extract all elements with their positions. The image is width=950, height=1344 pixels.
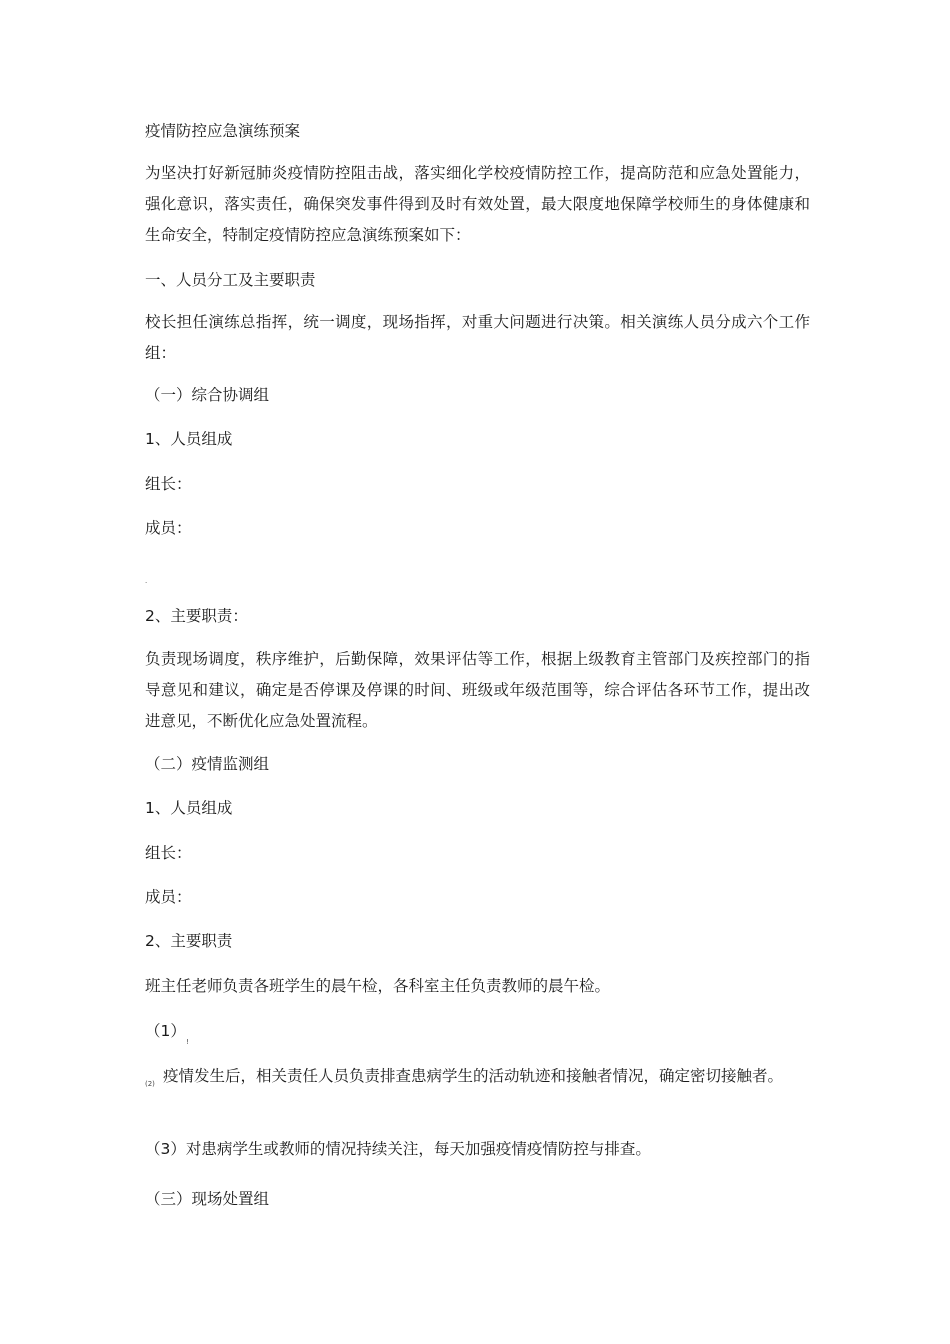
group2-item2-paragraph: 疫情发生后，相关责任人员负责排查患病学生的活动轨迹和接触者情况，确定密切接触者。 [163,1067,784,1085]
group2-item3: （3）对患病学生或教师的情况持续关注，每天加强疫情疫情防控与排查。 [145,1140,651,1158]
group2-heading: （二）疫情监测组 [145,755,270,773]
item2-marker: (2) [145,1080,155,1088]
group2-duties-text: 班主任老师负责各班学生的晨午检，各科室主任负责教师的晨午检。 [145,977,611,995]
document-title: 疫情防控应急演练预案 [145,122,301,140]
group2-duties-heading: 2、主要职责 [145,932,233,950]
group3-heading: （三）现场处置组 [145,1190,270,1208]
group1-members-heading: 1、人员组成 [145,430,233,448]
intro-paragraph: 为坚决打好新冠肺炎疫情防控阻击战，落实细化学校疫情防控工作，提高防范和应急处置能力，强化意识，落实责任，确保突发事件得到及时有效处置，最大限度地保障学校师生的身体健康和生命安全，特制定疫情防控应急演练预案如下： [145,164,810,244]
group2-members-heading: 1、人员组成 [145,799,233,817]
group1-heading: （一）综合协调组 [145,386,270,404]
stray-mark: . [145,577,148,585]
group1-duties-heading: 2、主要职责： [145,607,248,625]
group2-members-label: 成员： [145,888,192,906]
group1-leader-label: 组长： [145,475,192,493]
section1-heading: 一、人员分工及主要职责 [145,271,316,289]
section1-paragraph: 校长担任演练总指挥，统一调度，现场指挥，对重大问题进行决策。相关演练人员分成六个工作组： [145,313,810,362]
item1-mark: ! [186,1038,189,1046]
group2-leader-label: 组长： [145,844,192,862]
group2-item1: （1） [145,1022,186,1040]
group1-members-label: 成员： [145,519,192,537]
group1-duties-paragraph: 负责现场调度，秩序维护，后勤保障，效果评估等工作，根据上级教育主管部门及疾控部门的指导意见和建议，确定是否停课及停课的时间、班级或年级范围等，综合评估各环节工作，提出改进意见，不断优化应急处置流程。 [145,650,810,730]
